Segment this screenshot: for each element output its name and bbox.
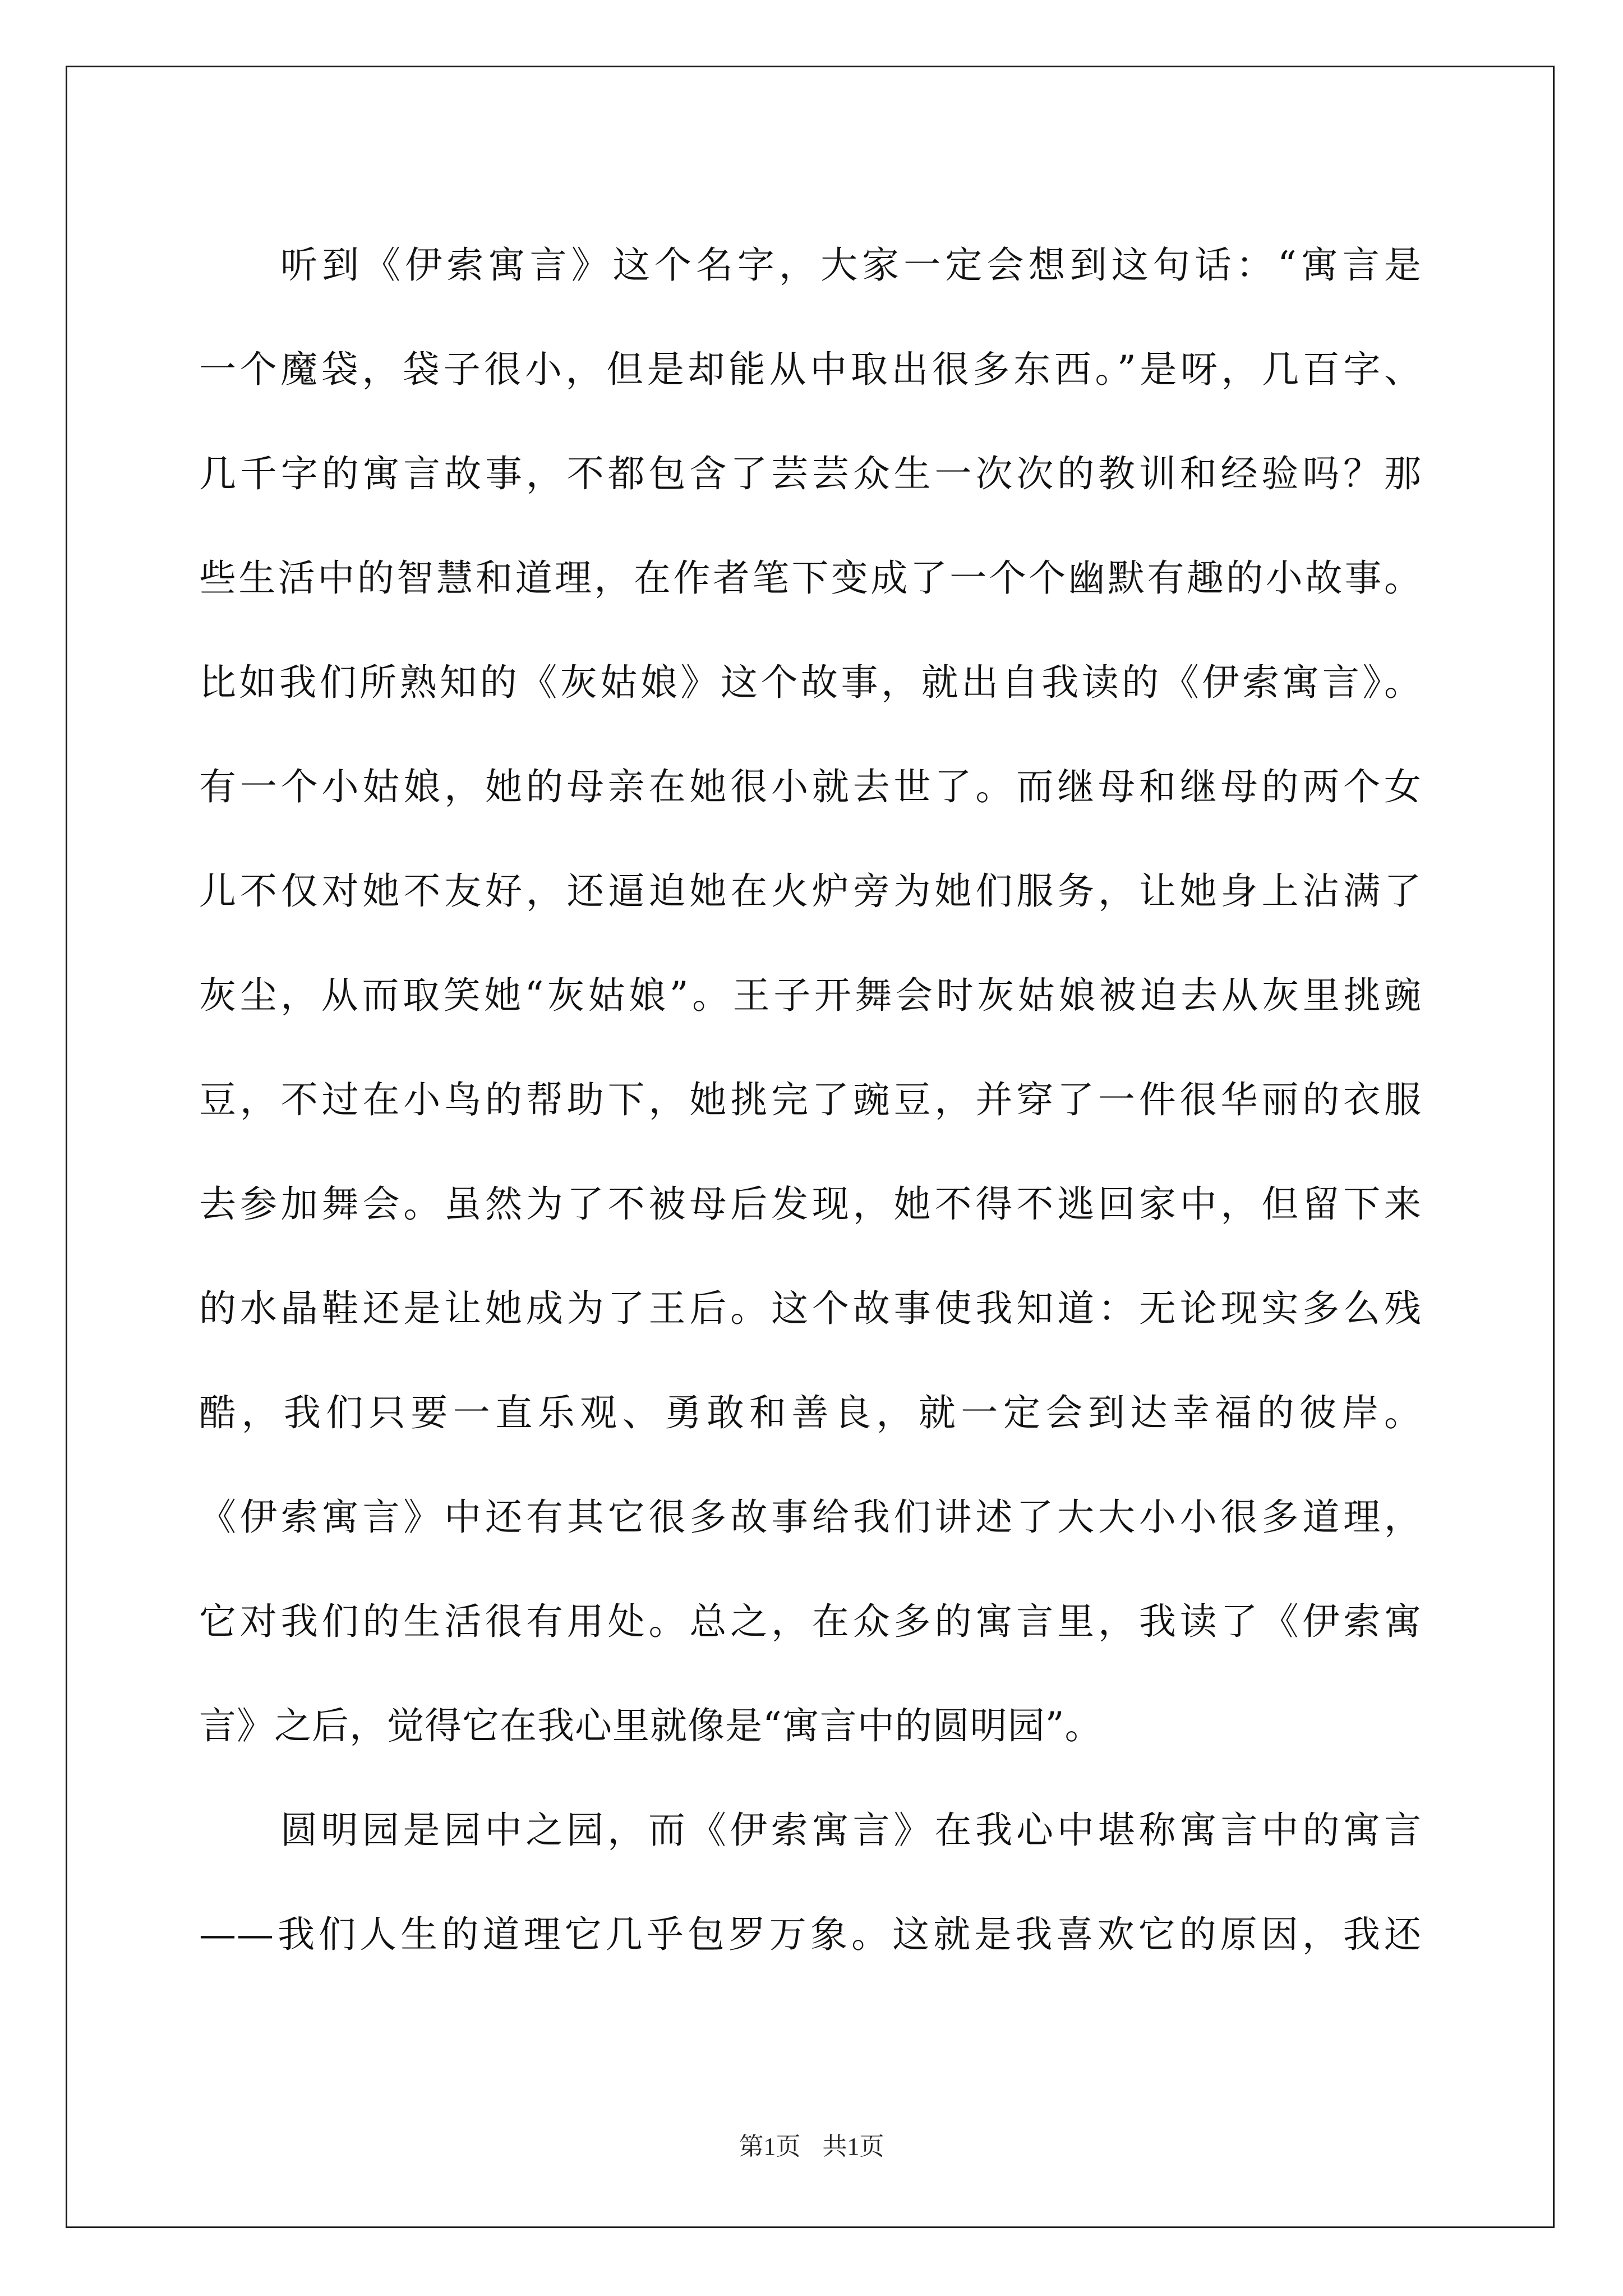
text-line: 酷，我们只要一直乐观、勇敢和善良，就一定会到达幸福的彼岸。 bbox=[199, 1391, 1422, 1434]
text-line: 灰尘，从而取笑她“灰姑娘”。王子开舞会时灰姑娘被迫去从灰里挑豌 bbox=[199, 974, 1422, 1017]
text-line: 听到《伊索寓言》这个名字，大家一定会想到这句话：“寓言是 bbox=[280, 243, 1422, 287]
text-line: 有一个小姑娘，她的母亲在她很小就去世了。而继母和继母的两个女 bbox=[199, 765, 1422, 808]
text-line: 圆明园是园中之园，而《伊索寓言》在我心中堪称寓言中的寓言 bbox=[280, 1809, 1422, 1852]
text-line: 几千字的寓言故事，不都包含了芸芸众生一次次的教训和经验吗？那 bbox=[199, 452, 1422, 495]
text-line: 去参加舞会。虽然为了不被母后发现，她不得不逃回家中，但留下来 bbox=[199, 1182, 1422, 1226]
text-line: 言》之后，觉得它在我心里就像是“寓言中的圆明园”。 bbox=[199, 1704, 1103, 1747]
text-line: 比如我们所熟知的《灰姑娘》这个故事，就出自我读的《伊索寓言》。 bbox=[199, 661, 1422, 704]
page-footer bbox=[0, 2126, 1623, 2162]
text-line: 些生活中的智慧和道理，在作者笔下变成了一个个幽默有趣的小故事。 bbox=[199, 556, 1422, 600]
text-line: 《伊索寓言》中还有其它很多故事给我们讲述了大大小小很多道理， bbox=[199, 1496, 1422, 1539]
page-number-total: 共1页 bbox=[822, 2133, 884, 2160]
text-line: 它对我们的生活很有用处。总之，在众多的寓言里，我读了《伊索寓 bbox=[199, 1600, 1422, 1643]
text-line: 儿不仅对她不友好，还逼迫她在火炉旁为她们服务，让她身上沾满了 bbox=[199, 869, 1422, 913]
document-body bbox=[199, 213, 1422, 1987]
text-line: ——我们人生的道理它几乎包罗万象。这就是我喜欢它的原因，我还 bbox=[199, 1913, 1422, 1956]
text-line: 豆，不过在小鸟的帮助下，她挑完了豌豆，并穿了一件很华丽的衣服 bbox=[199, 1078, 1422, 1121]
text-line: 一个魔袋，袋子很小，但是却能从中取出很多东西。”是呀，几百字、 bbox=[199, 348, 1422, 391]
text-line: 的水晶鞋还是让她成为了王后。这个故事使我知道：无论现实多么残 bbox=[199, 1287, 1422, 1330]
page-number-current: 第1页 bbox=[739, 2133, 801, 2160]
